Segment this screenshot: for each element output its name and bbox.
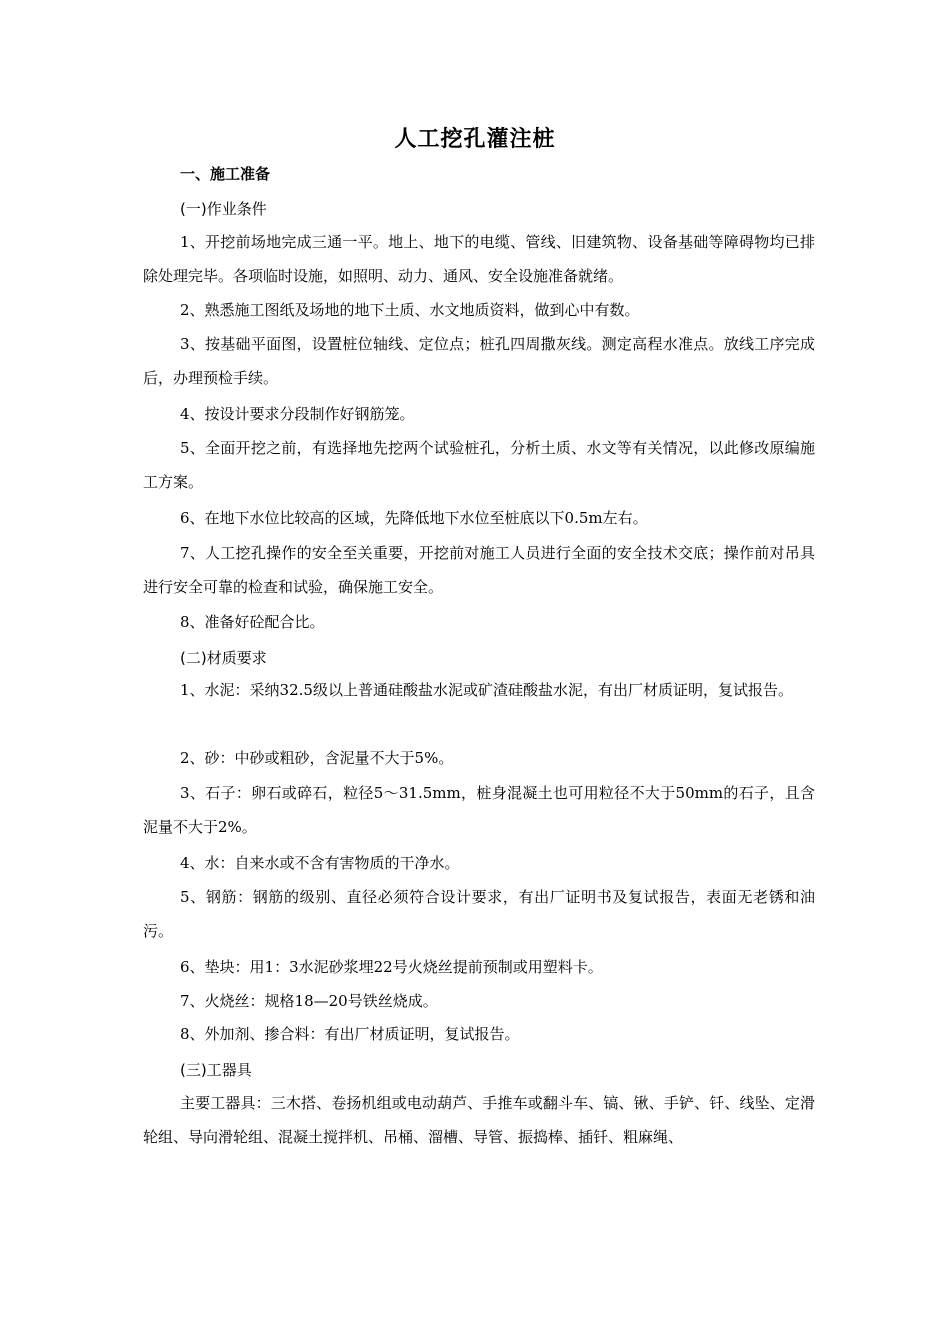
paragraph-item: 7、火烧丝：规格18—20号铁丝烧成。 xyxy=(180,992,438,1010)
paragraph-item: 2、熟悉施工图纸及场地的地下土质、水文地质资料，做到心中有数。 xyxy=(180,301,640,319)
subsection-heading-tools: (三)工器具 xyxy=(180,1061,252,1079)
paragraph-item: 2、砂：中砂或粗砂，含泥量不大于5%。 xyxy=(180,749,454,767)
subsection-heading-work-conditions: (一)作业条件 xyxy=(180,200,267,218)
document-title: 人工挖孔灌注桩 xyxy=(394,127,556,152)
paragraph-item: 5、钢筋：钢筋的级别、直径必须符合设计要求，有出厂证明书及复试报告，表面无老锈和油污。 xyxy=(143,888,815,940)
paragraph-item: 1、水泥：采纳32.5级以上普通硅酸盐水泥或矿渣硅酸盐水泥，有出厂材质证明，复试报告。 xyxy=(180,681,793,699)
paragraph-item: 主要工器具：三木搭、卷扬机组或电动葫芦、手推车或翻斗车、镐、锹、手铲、钎、线坠、定滑轮组、导向滑轮组、混凝土搅拌机、吊桶、溜槽、导管、振捣棒、插钎、粗麻绳、 xyxy=(143,1094,815,1146)
paragraph-item: 6、在地下水位比较高的区域，先降低地下水位至桩底以下0.5m左右。 xyxy=(180,509,648,527)
paragraph-item: 4、按设计要求分段制作好钢筋笼。 xyxy=(180,405,415,423)
paragraph-item: 4、水：自来水或不含有害物质的干净水。 xyxy=(180,854,460,872)
paragraph-item: 3、石子：卵石或碎石，粒径5～31.5mm，桩身混凝土也可用粒径不大于50mm的石子，且含泥量不大于2%。 xyxy=(143,784,815,836)
subsection-heading-materials: (二)材质要求 xyxy=(180,649,267,667)
paragraph-item: 7、人工挖孔操作的安全至关重要，开挖前对施工人员进行全面的安全技术交底；操作前对吊具进行安全可靠的检查和试验，确保施工安全。 xyxy=(143,544,815,596)
paragraph-item: 6、垫块：用1：3水泥砂浆埋22号火烧丝提前预制或用塑料卡。 xyxy=(180,958,603,976)
paragraph-item: 8、准备好砼配合比。 xyxy=(180,613,325,631)
paragraph-item: 3、按基础平面图，设置桩位轴线、定位点；桩孔四周撒灰线。测定高程水准点。放线工序完成后，办理预检手续。 xyxy=(143,335,815,387)
section-heading-preparation: 一、施工准备 xyxy=(180,165,271,183)
paragraph-item: 8、外加剂、掺合料：有出厂材质证明，复试报告。 xyxy=(180,1025,520,1043)
paragraph-item: 5、全面开挖之前，有选择地先挖两个试验桩孔，分析土质、水文等有关情况，以此修改原编施工方案。 xyxy=(143,439,815,491)
paragraph-item: 1、开挖前场地完成三通一平。地上、地下的电缆、管线、旧建筑物、设备基础等障碍物均已排除处理完毕。各项临时设施，如照明、动力、通风、安全设施准备就绪。 xyxy=(143,233,815,285)
